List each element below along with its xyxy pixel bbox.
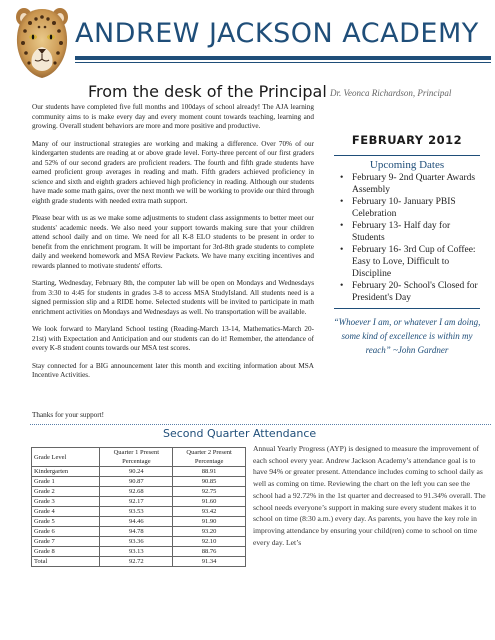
column-header: Grade Level	[32, 448, 100, 467]
desk-title: From the desk of the Principal	[88, 82, 327, 101]
letter-paragraph: Stay connected for a BIG announcement later this month and exciting information about MSA Incentive Activities.	[32, 361, 314, 379]
table-row: Grade 5 94.46 91.90	[32, 517, 246, 527]
bullet-icon: •	[340, 281, 344, 291]
attendance-table	[31, 447, 246, 567]
table-row: Grade 4 93.53 93.42	[32, 507, 246, 517]
attendance-title: Second Quarter Attendance	[163, 427, 317, 440]
letter-paragraph: Many of our instructional strategies are working and making a difference. Over 70% of our kindergarten students are reading at or above grade level. Forty-three percent of our first graders and 52% of our second graders are proficient readers. The fourth and fifth grade students have earned proficient group averages in reading and math. Fifth graders achieved proficiency in science and sixth and eighth graders achieved high proficiency in reading. Although our students have made some math gains, over the next month we will be working to provide our third through eighth grade students with needed extra math support.	[32, 139, 314, 205]
list-item: • February 13- Half day for Students	[340, 221, 451, 243]
upcoming-dates-box	[334, 155, 480, 309]
table-row: Grade 8 93.13 88.76	[32, 547, 246, 557]
table-row: Grade 1 90.87 90.85	[32, 477, 246, 487]
header-rule-thin	[75, 62, 491, 63]
table-row: Grade 7 93.36 92.10	[32, 537, 246, 547]
header-rule	[75, 56, 491, 60]
table-row: Grade 6 94.78 93.20	[32, 527, 246, 537]
bullet-icon: •	[340, 197, 344, 207]
letter-paragraph: Starting, Wednesday, February 8th, the computer lab will be open on Mondays and Wednesdays from 3:30 to 4:45 for students in grades 3-8 to access MSA StudyIsland. All students need is a signed permission slip and a RIDE home. Selected students will be invited to participate in math enrichment activities on Mondays and Wednesdays as well. No transportation will be available.	[32, 279, 314, 316]
school-name: ANDREW JACKSON ACADEMY	[75, 18, 479, 49]
column-header: Quarter 1 Present Percentage	[100, 448, 173, 467]
list-item: • February 9- 2nd Quarter Awards Assembly	[340, 173, 476, 195]
section-divider	[30, 424, 491, 425]
letter-paragraph: Please bear with us as we make some adjustments to student class assignments to better meet our students' academic needs. We also need your support towards making sure that your children attend school daily and on time. We need for all K-8 ELO students to be present in order to benefit from the enrichment program. It will be important for 3rd-8th grade students to complete daily and weekend homework and MSA Review Packets. We have many exciting incentives and rewards planned to motivate students' efforts.	[32, 214, 314, 270]
table-row: Grade 2 92.68 92.75	[32, 487, 246, 497]
attendance-description: Annual Yearly Progress (AYP) is designed to measure the improvement of each school every year. Andrew Jackson Academy’s attendance goal is to have 94% or greater present. Attendance includes coming to school daily as well as coming on time. Reviewing the chart on the left you can see the school had a 92.72% in the 1st quarter and decreased to 91.34% overall. The school needs everyone’s support in making sure every student makes it to school on time (8:30 a.m.) every day. As parents, you have the key role in improving attendance by ensuring your child(ren) come to school on time every day. Let’s	[253, 444, 486, 547]
sidebar	[326, 133, 488, 357]
principal-name: Dr. Veonca Richardson, Principal	[330, 88, 452, 98]
list-item: • February 20- School's Closed for President's Day	[340, 281, 478, 303]
table-row: Total 92.72 91.34	[32, 557, 246, 567]
letter-paragraph: Our students have completed five full months and 100days of school already! The AJA learning community aims to is make every day and every moment count towards teaching, learning and growing. Overall student behaviors are more and more positive and productive.	[32, 103, 314, 130]
letter-paragraph: We look forward to Maryland School testing (Reading-March 13-14, Mathematics-March 20-21st) with Expectation and Anticipation and our students can do it! Remember, the attendance of every K-8 student counts towards our MSA test scores.	[32, 325, 314, 352]
bullet-icon: •	[340, 245, 344, 255]
inspirational-quote: “Whoever I am, or whatever I am doing, some kind of excellence is within my reach” ~John Gardner	[333, 317, 481, 355]
upcoming-dates-title: Upcoming Dates	[369, 159, 445, 171]
column-header: Quarter 2 Present Percentage	[173, 448, 246, 467]
list-item: • February 16- 3rd Cup of Coffee: Easy to Love, Difficult to Discipline	[340, 245, 476, 279]
table-header-row	[32, 448, 246, 467]
table-row: Grade 3 92.17 91.60	[32, 497, 246, 507]
list-item: • February 10- January PBIS Celebration	[340, 197, 456, 219]
newsletter-month: FEBRUARY 2012	[351, 133, 463, 147]
letter-closing: Thanks for your support!	[32, 411, 105, 419]
bullet-icon: •	[340, 221, 344, 231]
jaguar-mascot-icon	[12, 3, 72, 81]
principal-letter	[32, 103, 314, 389]
table-row: Kindergarten 90.24 88.91	[32, 467, 246, 477]
upcoming-dates-list	[334, 172, 480, 304]
bullet-icon: •	[340, 173, 344, 183]
